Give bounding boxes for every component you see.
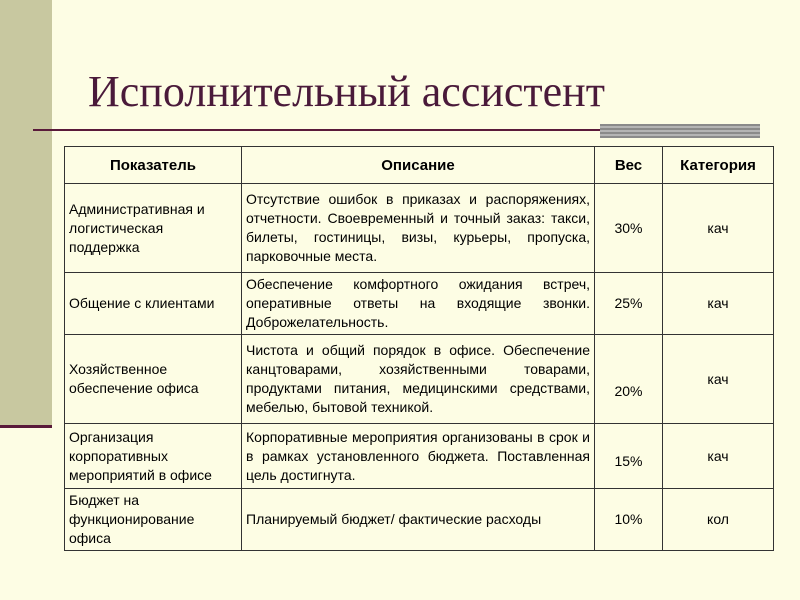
- row-category: кол: [663, 489, 774, 551]
- row-weight: 25%: [595, 273, 663, 335]
- row-category: кач: [663, 335, 774, 424]
- row-indicator: Общение с клиентами: [65, 273, 242, 335]
- table-row: [65, 273, 774, 335]
- row-description: Обеспечение комфортного ожидания встреч, оперативные ответы на входящие звонки. Доброжелательность.: [242, 273, 595, 335]
- row-description: Отсутствие ошибок в приказах и распоряжениях, отчетности. Своевременный и точный заказ: такси, билеты, гостиницы, визы, курьеры, пропуска, парковочные места.: [242, 184, 595, 273]
- row-indicator: Бюджет на функционирование офиса: [65, 489, 242, 551]
- header-description: Описание: [242, 147, 595, 184]
- header-category: Категория: [663, 147, 774, 184]
- row-indicator: Организация корпоративных мероприятий в офисе: [65, 424, 242, 489]
- table-header-row: [65, 147, 774, 184]
- row-weight: 30%: [595, 184, 663, 273]
- row-category: кач: [663, 273, 774, 335]
- table-row: [65, 424, 774, 489]
- left-decorative-band: [0, 0, 52, 427]
- kpi-table: [64, 146, 774, 551]
- row-description: Корпоративные мероприятия организованы в срок и в рамках установленного бюджета. Поставленная цель достигнута.: [242, 424, 595, 489]
- row-category: кач: [663, 424, 774, 489]
- row-weight: 20%: [595, 335, 663, 424]
- row-indicator: Хозяйственное обеспечение офиса: [65, 335, 242, 424]
- row-description: Планируемый бюджет/ фактические расходы: [242, 489, 595, 551]
- row-weight: 15%: [595, 424, 663, 489]
- table-row: [65, 184, 774, 273]
- row-description: Чистота и общий порядок в офисе. Обеспечение канцтоварами, хозяйственными товарами, продуктами питания, медицинскими средствами, мебелью, бытовой техникой.: [242, 335, 595, 424]
- row-category: кач: [663, 184, 774, 273]
- row-indicator: Административная и логистическая поддержка: [65, 184, 242, 273]
- header-indicator: Показатель: [65, 147, 242, 184]
- header-weight: Вес: [595, 147, 663, 184]
- slide-title: Исполнительный ассистент: [88, 67, 605, 116]
- row-weight: 10%: [595, 489, 663, 551]
- accent-bar: [600, 124, 760, 138]
- left-band-underline: [0, 425, 52, 428]
- table-row: [65, 489, 774, 551]
- table-row: [65, 335, 774, 424]
